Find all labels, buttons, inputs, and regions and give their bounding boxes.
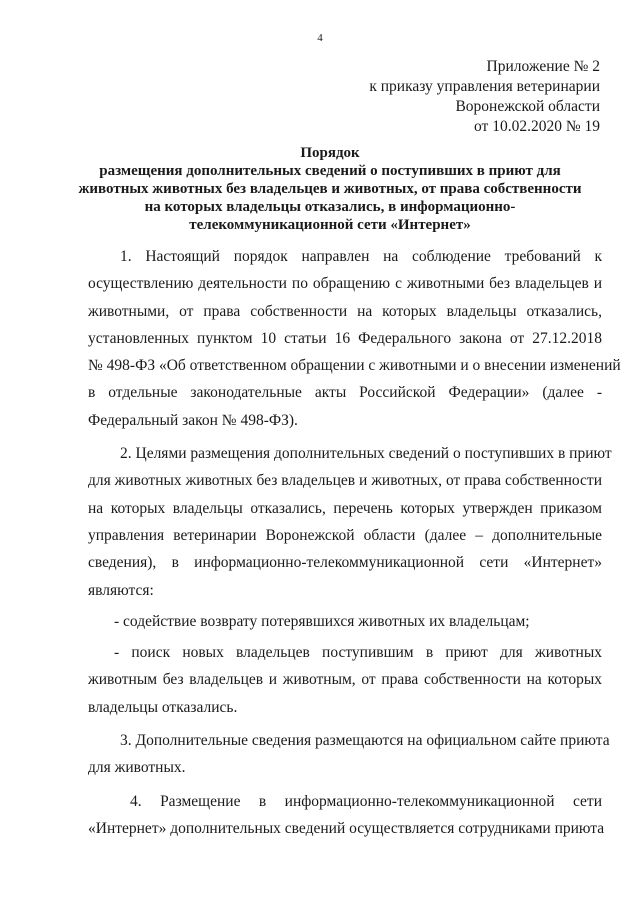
text-line: Федеральный закон № 498-ФЗ). [88,411,298,429]
document-body [88,243,621,842]
text-line: сведения), в информационно-телекоммуникационной сети «Интернет» [88,554,602,572]
text-line: для животных. [88,759,186,777]
text-line: «Интернет» дополнительных сведений осуществляется сотрудниками приюта [88,819,605,837]
paragraph-3 [88,727,610,782]
annex-line: Приложение № 2 [486,58,600,75]
annex-line: к приказу управления ветеринарии [369,78,600,95]
text-line: владельцы отказались. [88,698,238,716]
title-line: на которых владельцы отказались, в информационно- [144,199,516,215]
text-line: для животных животных без владельцев и животных, от права собственности [88,472,602,490]
text-line: 3. Дополнительные сведения размещаются на официальном сайте приюта [120,732,610,750]
annex-line: от 10.02.2020 № 19 [474,118,600,135]
title-line: телекоммуникационной сети «Интернет» [189,217,471,233]
paragraph-2 [88,440,612,604]
title-line: Порядок [300,145,360,161]
text-line: в отдельные законодательные акты Российской Федерации» (далее - [88,384,602,402]
document-title [70,144,590,234]
text-line: № 498-ФЗ «Об ответственном обращении с животными и о внесении изменений [88,357,621,375]
text-line: - поиск новых владельцев поступившим в приют для животных [114,644,602,662]
text-line: являются: [88,581,154,599]
paragraph-4 [88,788,605,843]
paragraph-1 [88,243,621,434]
annex-header [369,57,600,137]
list-item-2 [88,639,602,721]
text-line: 4. Размещение в информационно-телекоммуникационной сети [130,792,602,810]
text-line: 1. Настоящий порядок направлен на соблюдение требований к [120,248,602,265]
text-line: на которых владельцы отказались, перечень которых утвержден приказом [88,499,602,517]
page-number: 4 [317,32,323,44]
text-line: животным без владельцев и животным, от права собственности на которых [88,671,602,689]
text-line: осуществлению деятельности по обращению с животными без владельцев и [88,275,602,293]
list-item-1 [88,608,602,635]
text-line: установленных пунктом 10 статьи 16 Федерального закона от 27.12.2018 [88,329,602,347]
text-line: управления ветеринарии Воронежской области (далее – дополнительные [88,526,602,544]
text-line: животными, от права собственности на которых владельцы отказались, [88,302,602,320]
title-line: животных животных без владельцев и животных, от права собственности [78,181,582,197]
annex-line: Воронежской области [455,98,600,115]
title-line: размещения дополнительных сведений о поступивших в приют для [99,163,561,179]
text-line: 2. Целями размещения дополнительных сведений о поступивших в приют [120,445,612,463]
text-line: - содействие возврату потерявшихся животных их владельцам; [114,612,530,630]
